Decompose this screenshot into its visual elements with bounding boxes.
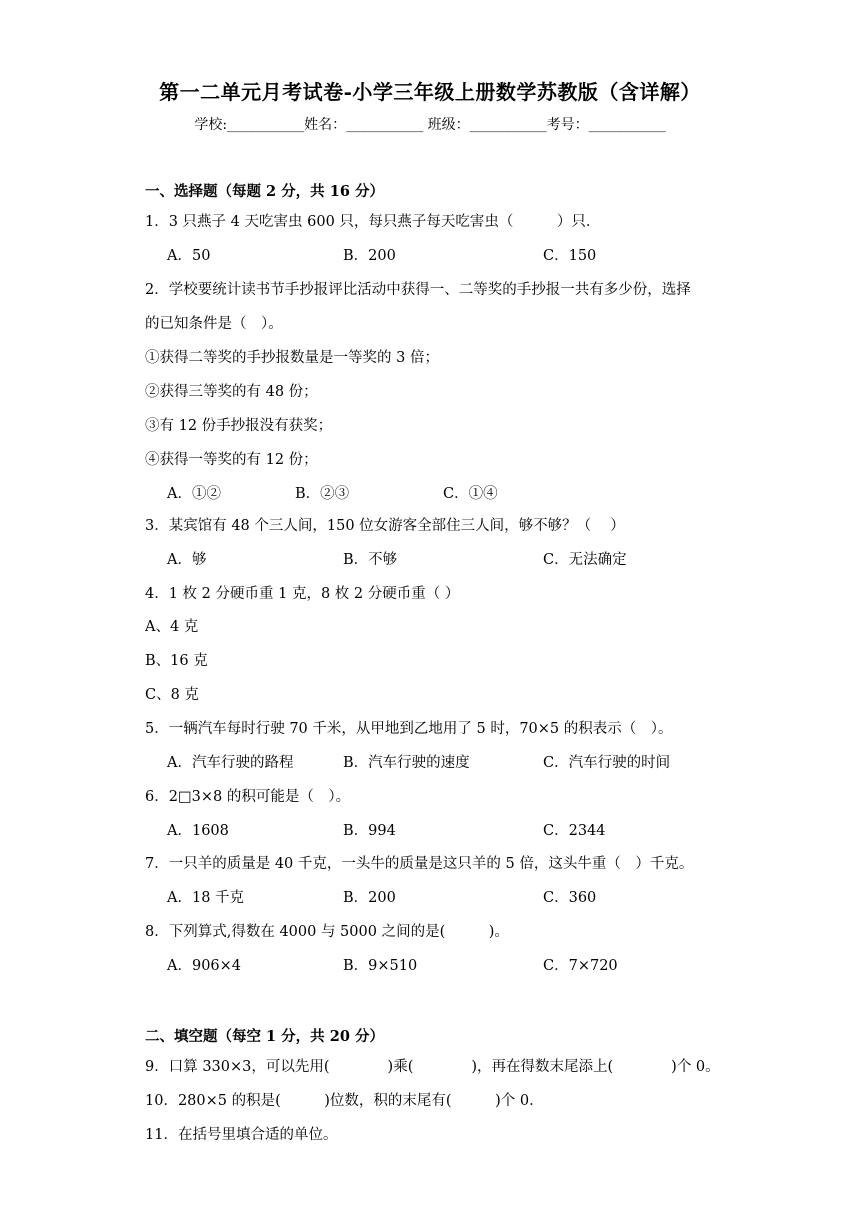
question-3-option-c: C．无法确定	[543, 552, 627, 568]
question-2-stem-line-2: 的已知条件是（ ）。	[145, 316, 283, 332]
question-11-stem: 11．在括号里填合适的单位。	[145, 1127, 338, 1143]
question-2-condition-1: ①获得二等奖的手抄报数量是一等奖的 3 倍；	[145, 350, 439, 366]
student-info-line: 学校:___________姓名：___________ 班级：___________考号：___________	[194, 117, 666, 133]
question-6-option-c: C．2344	[543, 823, 606, 839]
question-7-option-b: B．200	[343, 890, 396, 906]
section-heading-fill-in: 二、填空题（每空 1 分，共 20 分）	[145, 1028, 384, 1045]
question-5-option-b: B．汽车行驶的速度	[343, 755, 470, 771]
question-2-option-c: C．①④	[443, 486, 498, 502]
question-2-condition-2: ②获得三等奖的有 48 份；	[145, 384, 318, 400]
question-10-stem: 10．280×5 的积是( )位数，积的末尾有( )个 0．	[145, 1093, 544, 1109]
question-5-options	[145, 751, 765, 773]
page-title: 第一二单元月考试卷-小学三年级上册数学苏教版（含详解）	[159, 80, 701, 104]
question-2-options	[145, 482, 765, 504]
question-6-option-a: A．1608	[167, 823, 229, 839]
question-8-option-c: C．7×720	[543, 958, 618, 974]
question-5-option-a: A．汽车行驶的路程	[167, 755, 294, 771]
question-3-option-b: B．不够	[343, 552, 398, 568]
question-3-options	[145, 548, 765, 570]
question-4-option-c: C、8 克	[145, 687, 199, 703]
question-3-stem: 3．某宾馆有 48 个三人间，150 位女游客全部住三人间，够不够？（ ）	[145, 518, 625, 534]
question-2-option-a: A．①②	[167, 486, 221, 502]
section-heading-multiple-choice: 一、选择题（每题 2 分，共 16 分）	[145, 183, 384, 200]
question-1-option-a: A．50	[167, 248, 211, 264]
question-5-option-c: C．汽车行驶的时间	[543, 755, 671, 771]
question-8-stem: 8．下列算式,得数在 4000 与 5000 之间的是( )。	[145, 924, 509, 940]
question-9-stem: 9．口算 330×3，可以先用( )乘( )，再在得数末尾添上( )个 0。	[145, 1059, 720, 1075]
question-2-stem-line-1: 2．学校要统计读书节手抄报评比活动中获得一、二等奖的手抄报一共有多少份，选择	[145, 282, 691, 298]
question-5-stem: 5．一辆汽车每时行驶 70 千米，从甲地到乙地用了 5 时，70×5 的积表示（ ）。	[145, 721, 673, 737]
question-4-option-a: A、4 克	[145, 619, 199, 635]
question-2-condition-4: ④获得一等奖的有 12 份；	[145, 452, 318, 468]
question-1-options	[145, 244, 765, 266]
question-7-option-a: A．18 千克	[167, 890, 245, 906]
question-1-option-b: B．200	[343, 248, 396, 264]
question-2-option-b: B．②③	[295, 486, 350, 502]
question-4-option-b: B、16 克	[145, 653, 208, 669]
question-1-option-c: C．150	[543, 248, 597, 264]
question-8-option-b: B．9×510	[343, 958, 418, 974]
question-3-option-a: A．够	[167, 552, 207, 568]
question-7-option-c: C．360	[543, 890, 597, 906]
question-6-stem: 6．2□3×8 的积可能是（ ）。	[145, 789, 351, 805]
question-4-stem: 4．1 枚 2 分硬币重 1 克，8 枚 2 分硬币重（ ）	[145, 586, 460, 602]
question-6-options	[145, 819, 765, 841]
question-8-options	[145, 954, 765, 976]
question-7-stem: 7．一只羊的质量是 40 千克，一头牛的质量是这只羊的 5 倍，这头牛重（ ）千克。	[145, 856, 694, 872]
question-8-option-a: A．906×4	[167, 958, 242, 974]
question-6-option-b: B．994	[343, 823, 396, 839]
question-7-options	[145, 886, 765, 908]
question-1-stem: 1．3 只燕子 4 天吃害虫 600 只，每只燕子每天吃害虫（ ）只．	[145, 214, 601, 230]
question-2-condition-3: ③有 12 份手抄报没有获奖；	[145, 418, 333, 434]
